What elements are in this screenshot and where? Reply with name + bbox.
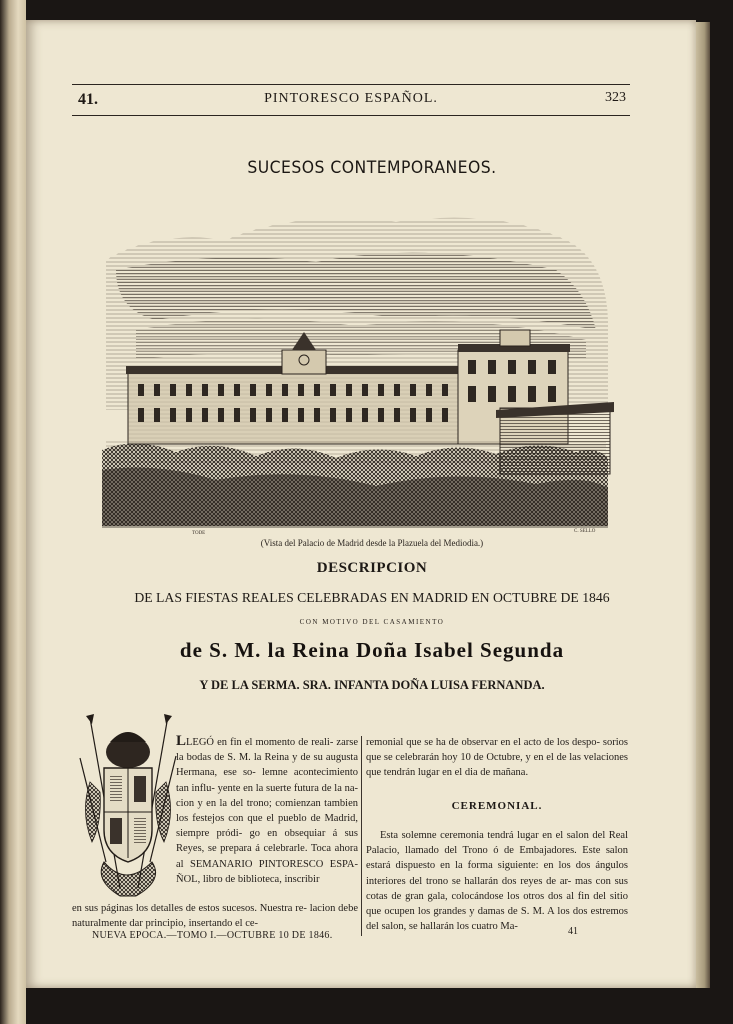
right-column-para2: Esta solemne ceremonia tendrá lugar en el salon del Real Palacio, llamado del Trono ó de Embajadores. Este salon estará dispuesto en la forma siguiente: en los dos ángulos interiores del trono se hallarán dos reyes de ar- mas con sus cotas de gran gala, colocándose los otros dos al fin del sitio que ocupen los grandes y damas de S. M. A los dos estremos del salon, se hallarán los cuatro Ma- (366, 830, 628, 933)
palace-engraving (96, 200, 614, 536)
section-title: SUCESOS CONTEMPORANEOS. (247, 158, 497, 178)
drop-cap: L (176, 733, 187, 749)
article-intro-column (176, 734, 358, 887)
page-fore-edge (696, 22, 710, 988)
ceremonial-heading: CEREMONIAL. (451, 800, 543, 812)
footer-edition: NUEVA EPOCA.—TOMO I.—OCTUBRE 10 DE 1846. (92, 930, 333, 941)
engraver-signature-left: TODE (192, 531, 206, 536)
heading-reina: de S. M. la Reina Doña Isabel Segunda (179, 638, 565, 662)
heading-fiestas: DE LAS FIESTAS REALES CELEBRADAS EN MADRID EN OCTUBRE DE 1846 (134, 591, 610, 606)
footer-signature: 41 (568, 926, 578, 937)
left-page-edge (0, 0, 26, 1024)
article-intro-continuation (72, 901, 358, 931)
article-continuation-text: en sus páginas los detalles de estos sucesos. Nuestra re- lacion debe naturalmente dar principio, insertando el ce- (72, 903, 358, 930)
issue-number: 41. (78, 91, 98, 108)
coat-of-arms-emblem (76, 712, 180, 898)
column-divider (361, 736, 362, 936)
running-header (72, 84, 630, 116)
right-column-body (366, 828, 628, 934)
page-number: 323 (605, 90, 626, 105)
engraver-signature-right: C. SELLO (574, 529, 596, 534)
article-intro-text: LEGÓ en fin el momento de reali- zarse la bodas de S. M. la Reina y de su augusta Hermana, ese so- lemne acontecimiento tan influ- yente en la suerte futura de la na- cion y en la del trono; comienzan tambien los festejos con que el pueblo de Madrid, siempre pródi- go en obsequiar á sus Reyes, se prepara á celebrarle. Toca ahora al SEMANARIO PINTORESCO ESPA- ÑOL, libro de biblioteca, inscribir (176, 737, 358, 885)
illustration-caption: (Vista del Palacio de Madrid desde la Plazuela del Mediodia.) (260, 538, 484, 548)
heading-motivo: CON MOTIVO DEL CASAMIENTO (299, 618, 445, 626)
right-column-para1: remonial que se ha de observar en el acto de los despo- sorios que se celebrarán hoy 10 de Octubre, y en el de las velaciones que tendrán lugar en el dia de mañana. (366, 737, 628, 779)
heading-infanta: Y DE LA SERMA. SRA. INFANTA DOÑA LUISA FERNANDA. (199, 678, 545, 692)
right-column-top (366, 735, 628, 781)
publication-title: PINTORESCO ESPAÑOL. (264, 91, 438, 106)
heading-descripcion: DESCRIPCION (316, 560, 428, 576)
